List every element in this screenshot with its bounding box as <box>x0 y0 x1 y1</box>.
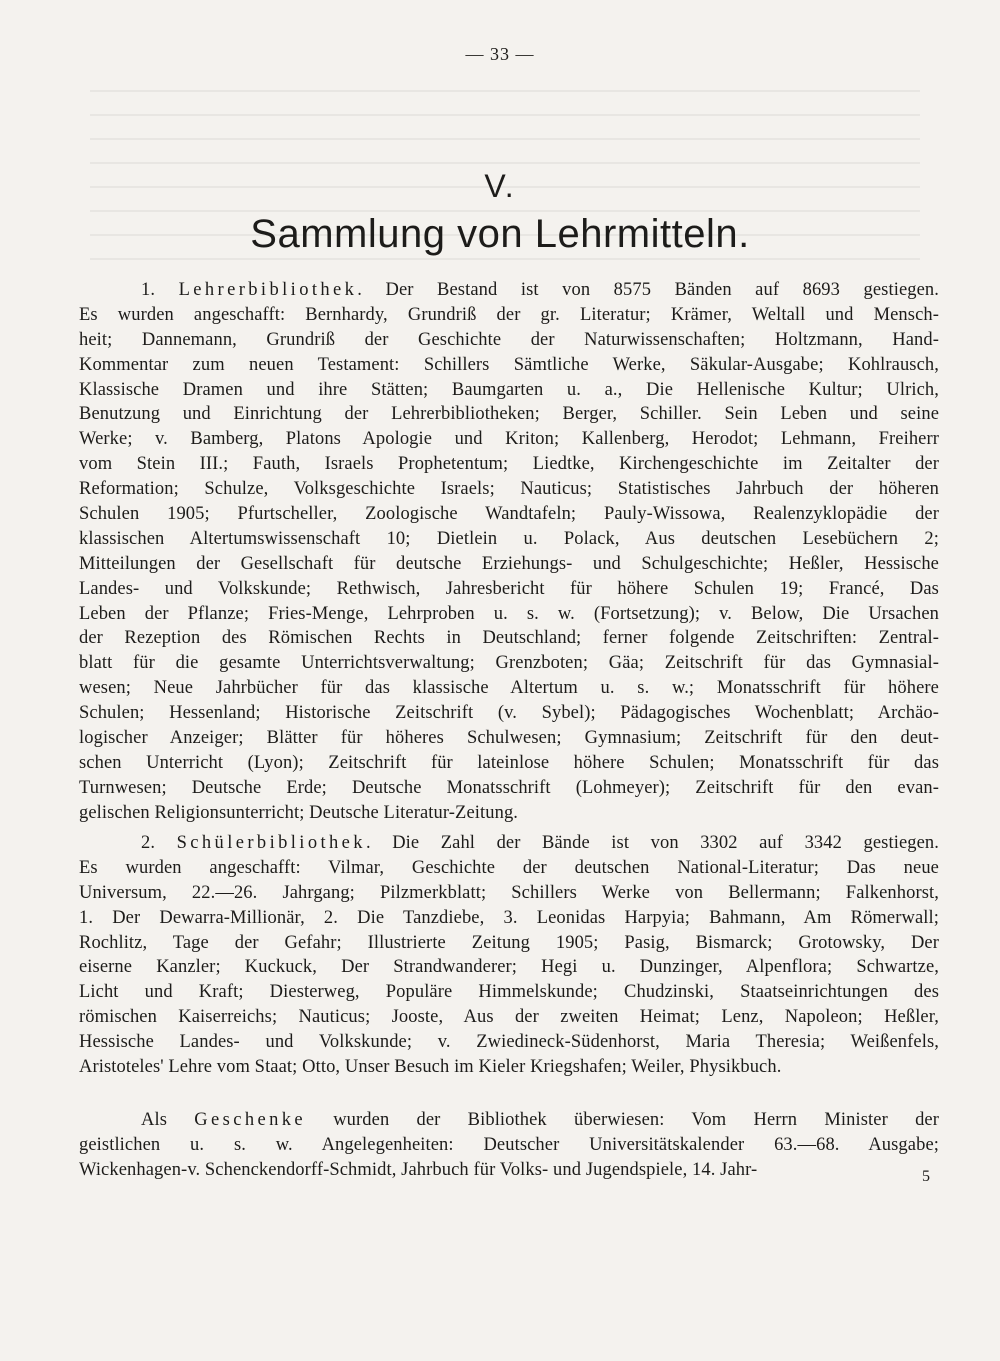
text-line: Klassische Dramen und ihre Stätten; Baumgarten u. a., Die Hellenische Kultur; Ulrich, <box>79 379 939 400</box>
chapter-title: Sammlung von Lehrmitteln. <box>250 212 750 256</box>
text-line: Kommentar zum neuen Testament: Schillers Sämtliche Werke, Säkular-Ausgabe; Kohlrausch, <box>79 354 939 375</box>
text-line: blatt für die gesamte Unterrichtsverwaltung; Grenzboten; Gäa; Zeitschrift für das Gymnasial- <box>79 653 939 674</box>
chapter-numeral: V. <box>484 168 516 204</box>
text-line: Es wurden angeschafft: Vilmar, Geschichte der deutschen National-Literatur; Das neue <box>79 857 939 878</box>
spaced-heading-term: Lehrerbibliothek <box>178 280 358 300</box>
text-line: Mitteilungen der Gesellschaft für deutsche Erziehungs- und Schulgeschichte; Heßler, Hessische <box>79 553 939 574</box>
text-line: Leben der Pflanze; Fries-Menge, Lehrproben u. s. w. (Fortsetzung); v. Below, Die Ursachen <box>79 603 939 624</box>
text-line: 1. Der Dewarra-Millionär, 2. Die Tanzdiebe, 3. Leonidas Harpyia; Bahmann, Am Römerwall; <box>79 907 939 928</box>
text-line: gelischen Religionsunterricht; Deutsche Literatur-Zeitung. <box>79 802 519 823</box>
line-rest: . Der Bestand ist von 8575 Bänden auf 8693 gestiegen. <box>357 280 939 300</box>
text-line: geistlichen u. s. w. Angelegenheiten: Deutscher Universitätskalender 63.—68. Ausgabe; <box>79 1134 939 1155</box>
text-line: der Rezeption des Römischen Rechts in Deutschland; ferner folgende Zeitschriften: Zentral- <box>79 628 939 649</box>
text-line: Es wurden angeschafft: Bernhardy, Grundriß der gr. Literatur; Krämer, Weltall und Mensch- <box>79 304 939 325</box>
line-lead: 1. <box>141 280 179 300</box>
text-line: vom Stein III.; Fauth, Israels Prophetentum; Liedtke, Kirchengeschichte im Zeitalter der <box>79 454 939 475</box>
text-line: Universum, 22.—26. Jahrgang; Pilzmerkblatt; Schillers Werke von Bellermann; Falkenhorst, <box>79 882 939 903</box>
text-line: Schulen 1905; Pfurtscheller, Zoologische Wandtafeln; Pauly-Wissowa, Realenzyklopädie der <box>79 504 939 525</box>
text-line: wesen; Neue Jahrbücher für das klassische Altertum u. s. w.; Monatsschrift für höhere <box>79 678 939 699</box>
text-line: Licht und Kraft; Diesterweg, Populäre Himmelskunde; Chudzinski, Staatseinrichtungen des <box>79 982 939 1003</box>
text-line: Werke; v. Bamberg, Platons Apologie und Kriton; Kallenberg, Herodot; Lehmann, Freiherr <box>79 429 939 450</box>
line-rest: wurden der Bibliothek überwiesen: Vom Herrn Minister der <box>306 1110 939 1130</box>
text-line: Benutzung und Einrichtung der Lehrerbibliotheken; Berger, Schiller. Sein Leben und seine <box>79 404 939 425</box>
spaced-heading-term: Schülerbibliothek <box>176 833 366 853</box>
spaced-heading-term: Geschenke <box>194 1110 306 1130</box>
text-line: eiserne Kanzler; Kuckuck, Der Strandwanderer; Hegi u. Dunzinger, Alpenflora; Schwartze, <box>79 957 939 978</box>
text-line: schen Unterricht (Lyon); Zeitschrift für lateinlose höhere Schulen; Monatsschrift für das <box>79 752 939 773</box>
text-line: heit; Dannemann, Grundriß der Geschichte der Naturwissenschaften; Holtzmann, Hand- <box>79 329 939 350</box>
section-geschenke <box>79 1108 939 1183</box>
text-line: römischen Kaiserreichs; Nauticus; Jooste, Aus der zweiten Heimat; Lenz, Napoleon; Heßler, <box>79 1007 939 1028</box>
text-line: Hessische Landes- und Volkskunde; v. Zwiedineck-Südenhorst, Maria Theresia; Weißenfels, <box>79 1032 939 1053</box>
text-line: logischer Anzeiger; Blätter für höheres Schulwesen; Gymnasium; Zeitschrift für den deut- <box>79 728 939 749</box>
section-lehrerbibliothek <box>79 278 939 826</box>
text-line: Schulen; Hessenland; Historische Zeitschrift (v. Sybel); Pädagogisches Wochenblatt; Archäo- <box>79 703 939 724</box>
text-line: Rochlitz, Tage der Gefahr; Illustrierte Zeitung 1905; Pasig, Bismarck; Grotowsky, Der <box>79 932 939 953</box>
line-lead: Als <box>141 1110 195 1130</box>
section-schuelerbibliothek <box>79 831 939 1080</box>
text-line <box>79 278 939 303</box>
text-line <box>79 831 939 856</box>
text-line: Landes- und Volkskunde; Rethwisch, Jahresbericht für höhere Schulen 19; Francé, Das <box>79 578 939 599</box>
text-line <box>79 1108 939 1133</box>
text-line: Aristoteles' Lehre vom Staat; Otto, Unser Besuch im Kieler Kriegshafen; Weiler, Physikbuch. <box>79 1057 782 1078</box>
text-line: Reformation; Schulze, Volksgeschichte Israels; Nauticus; Statistisches Jahrbuch der höheren <box>79 479 939 500</box>
text-line: klassischen Altertumswissenschaft 10; Dietlein u. Polack, Aus deutschen Lesebüchern 2; <box>79 528 939 549</box>
page-number: — 33 — <box>465 44 535 64</box>
line-lead: 2. <box>141 833 177 853</box>
line-rest: . Die Zahl der Bände ist von 3302 auf 3342 gestiegen. <box>365 833 939 853</box>
text-line: Wickenhagen-v. Schenckendorff-Schmidt, Jahrbuch für Volks- und Jugendspiele, 14. Jahr- <box>79 1159 758 1180</box>
text-line: Turnwesen; Deutsche Erde; Deutsche Monatsschrift (Lohmeyer); Zeitschrift für den evan- <box>79 777 939 798</box>
signature-mark: 5 <box>922 1168 930 1185</box>
